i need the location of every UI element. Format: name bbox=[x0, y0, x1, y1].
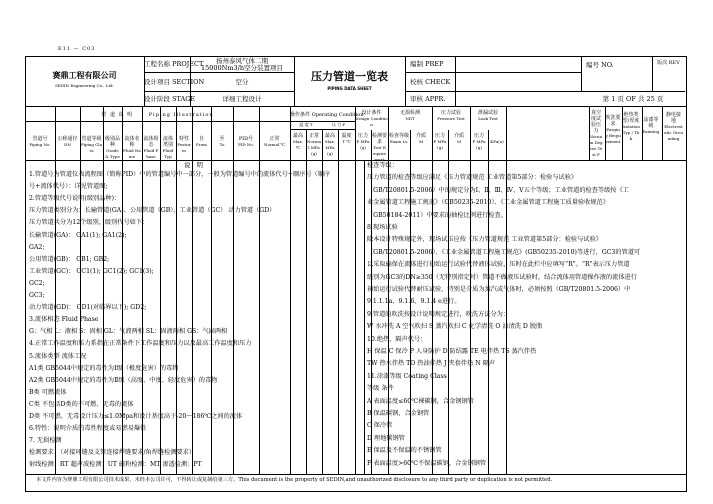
column-header bbox=[56, 136, 79, 148]
column-header bbox=[26, 136, 54, 148]
column-header bbox=[471, 133, 487, 151]
column-header bbox=[489, 133, 505, 145]
column-header bbox=[123, 136, 141, 160]
note-line: 5.流体类型 流体工况 bbox=[29, 352, 87, 360]
note-line: 射线检测：RT 超声波检测：UT 磁粉检测：MT 渗透检测：PT bbox=[29, 461, 202, 469]
ndt-heading: 无损检测 NDT bbox=[399, 110, 420, 121]
column-header-en: T ℃ bbox=[342, 139, 351, 144]
column-header-cn: 最高 bbox=[324, 133, 335, 139]
column-header-cn: 正常 bbox=[308, 133, 319, 139]
note-line: 检查等级： bbox=[367, 162, 398, 169]
column-header-en: P MPa(g) bbox=[356, 139, 370, 150]
note-line: 以采取确保在流体进行初始运行试验代替液体试验，压时在此栏中应填写“R”。“R”表示压力管道 bbox=[367, 261, 630, 269]
project-value-2: 15000Nm3/h空分装置项目 bbox=[200, 64, 284, 72]
column-divider bbox=[322, 129, 323, 474]
column-header-en: PID No. bbox=[238, 142, 254, 147]
pipe-desc-heading: 管 道 说 明 Piping Illustration bbox=[101, 112, 214, 118]
appr-label: 审核 APPR. bbox=[410, 95, 446, 103]
page-indicator: 第 1 页 OF 共 25 页 bbox=[602, 95, 664, 103]
note-line: 级别为GC3的DN≥350（无特别指定时）管道不做液压试验时，结合流体用管道操作液的流体进行 bbox=[367, 273, 637, 281]
note-line: 1.管道号为管道仪表流程图（简称PID）中的管道编号中一部分，一般为管道编号中的流体代号+顺序号（顺序 bbox=[29, 171, 331, 178]
note-line: 压力管道共分为12个级别，级别代号如下： bbox=[29, 219, 149, 227]
note-line: （GB/T20801.5-2006）、《工业金属管道工程施工规范》(GB50235-2010)等进行，GC3的管道可 bbox=[367, 248, 641, 256]
column-header bbox=[193, 136, 210, 148]
column-header-en: Fluid Name bbox=[123, 148, 141, 159]
column-header bbox=[449, 133, 469, 145]
column-header-en: Normal ℃ bbox=[263, 142, 286, 147]
footer-disclaimer: 本文件内容为赛鼎工程有限公司技术成果，未经本公司许可，不得转让或复制给第三方。This document is the property of SEDIN,and unauthorized disclosure to any third party or duplication is not permitted. bbox=[36, 477, 553, 483]
column-header bbox=[339, 133, 354, 145]
column-header bbox=[143, 136, 159, 160]
note-line: H 保温 C 保冷 P 人身防护 D 防结露 TE 电伴热 TS 蒸汽伴热 bbox=[367, 348, 537, 355]
column-header-cn: 管道等级 bbox=[81, 136, 102, 142]
op-cond-heading: 操作条件 Operating Condition bbox=[290, 112, 364, 118]
column-header-cn: 检测要求 bbox=[372, 133, 388, 145]
note-line: GC3; bbox=[29, 292, 45, 299]
note-line: 7. 无损检测 bbox=[29, 437, 62, 445]
note-line: GC2; bbox=[29, 279, 45, 287]
note-line: 动力管道(GD)： GD1(对临界以下); GD2; bbox=[29, 304, 147, 312]
column-header-en: From bbox=[196, 142, 207, 147]
column-header-en: Piping Class bbox=[81, 142, 102, 153]
column-header-cn: 检查等级 bbox=[389, 133, 410, 139]
column-header-cn: 介质 bbox=[453, 133, 464, 139]
column-divider bbox=[306, 129, 307, 474]
stage-value: 详细工程设计 bbox=[222, 95, 262, 103]
note-line: B 保温碳钢，合金钢管 bbox=[367, 410, 430, 417]
pressure-test-heading: 压力试验 Pressure Test bbox=[437, 110, 465, 121]
design-cond-heading: 设计条件 Design Condition bbox=[355, 110, 388, 127]
company-name: 赛鼎工程有限公司 bbox=[52, 71, 117, 80]
check-label: 校核 CHECK bbox=[410, 78, 451, 86]
note-line: TW 热水伴热 TO 热油伴热 J 夹套伴热 N 隔声 bbox=[367, 360, 495, 368]
note-line: 等级 条件 bbox=[367, 385, 394, 393]
column-header-cn: 级别品种 bbox=[104, 136, 120, 148]
column-header-en: Fluid Phase bbox=[143, 148, 159, 159]
column-header-cn: 至 bbox=[219, 136, 225, 142]
section-value: 空分 bbox=[235, 78, 249, 86]
column-header bbox=[433, 133, 447, 151]
column-header-cn: 压力 bbox=[473, 133, 484, 139]
column-header-cn: 温度 bbox=[341, 133, 352, 139]
note-line: 检测要求：（对接环缝及支管连接焊缝要求/角焊缝检测要求） bbox=[29, 449, 196, 457]
note-line: 除本设计特殊规定外，现场试压应按《压力管道规范 工业管道第5部分：检验与试验》 bbox=[367, 236, 602, 244]
column-header bbox=[161, 136, 175, 160]
column-header-en: P MPa(g) bbox=[433, 139, 447, 150]
column-header-cn: 自 bbox=[198, 136, 204, 142]
note-line: 长输管道(GA)： GA1(1); GA1(2); bbox=[29, 231, 127, 239]
column-header bbox=[104, 136, 121, 160]
temp-heading: 温 度 T bbox=[299, 122, 313, 127]
column-header-en: Normal MPa(g) bbox=[307, 139, 321, 156]
note-line: 10.绝热，隔声代号： bbox=[367, 335, 427, 343]
note-line: D类 不可燃、无毒设计压力≤1.0Mpa和设计基度高于-20～186℃之间的流体 bbox=[29, 413, 243, 420]
note-line: C 保冷管 bbox=[367, 422, 393, 430]
notes-title: 说 明 bbox=[183, 161, 206, 169]
note-line: C类 不包括D类的不可燃、无毒的流体 bbox=[29, 400, 134, 408]
note-line: A1类 GB5044中规定的毒性为Ⅰ级（极度危害）的毒物 bbox=[29, 364, 179, 372]
insulation-heading: 绝热类型/厚度 Isolation Typ / Thk bbox=[622, 112, 640, 141]
note-line: 9.管道的吹洗按设计说明规定进行，吹洗方法分为： bbox=[367, 310, 510, 318]
sheet-title-en: PIPING DATA SHEET bbox=[327, 86, 372, 91]
column-header bbox=[356, 133, 370, 151]
note-line: A2类 GB5044中规定的毒性为Ⅱ级（高度、中度、轻度危害）的毒物 bbox=[29, 376, 218, 384]
column-header-en: Test Requirement bbox=[372, 145, 387, 162]
column-header-en: KPa(a) bbox=[490, 139, 504, 144]
column-header-en: To bbox=[219, 142, 225, 147]
project-label: 工程名称 PROJECT bbox=[144, 60, 204, 68]
prep-label: 编制 PREP bbox=[410, 60, 444, 68]
note-line: 6.特性：说明介质的毒性程度或易燃易爆性 bbox=[29, 425, 147, 433]
column-header-en: Max. MPa(g) bbox=[324, 139, 335, 156]
column-header bbox=[212, 136, 232, 148]
purge-heading: 吹洗要求 Purging Requirement bbox=[605, 115, 621, 144]
column-header-en: M bbox=[418, 139, 424, 144]
note-line: 8.现场试验 bbox=[367, 224, 398, 231]
no-label: 编号 NO. bbox=[586, 61, 614, 69]
column-header bbox=[307, 133, 321, 157]
column-header bbox=[372, 133, 387, 163]
paint-heading: 涂漆等级 Painting bbox=[642, 117, 660, 134]
column-header-cn: 管道号 bbox=[32, 136, 48, 142]
column-header bbox=[411, 133, 431, 145]
column-header-cn: 介质 bbox=[415, 133, 426, 139]
note-line: 工业管道(GC)： GC1(1); GC1(2); GC1(3); bbox=[29, 267, 154, 275]
press-heading: 压 力 P bbox=[331, 122, 346, 127]
note-line: A 表面温度≤60℃裸碳钢，合金钢钢管 bbox=[367, 397, 474, 405]
section-label: 设计项目 SECTION bbox=[144, 78, 205, 86]
note-line: 2.管道等级代号说明(级别品种)： bbox=[29, 195, 121, 203]
note-line: 初始运行试验代替耐压试验，特别是介质为蒸汽或气体时，必须按照（GB/T20801.5-2006）中 bbox=[367, 286, 631, 293]
column-header-en: M bbox=[456, 139, 462, 144]
note-line: F 表面温度>60℃不保温碳钢，合金钢钢管 bbox=[367, 459, 487, 467]
column-header-cn: PID号 bbox=[238, 136, 254, 142]
column-header bbox=[323, 133, 337, 157]
note-line: 4.正常工作温度和压力系指在正常条件下工作温度和压力以及最高工作温度和压力 bbox=[29, 340, 252, 348]
column-header-cn: 最高 bbox=[292, 133, 303, 139]
note-line: 3.流体相态 Fluid Phase bbox=[29, 316, 99, 324]
note-line: G：气相 L：液相 S：固相 GL：气液两相 SL：固液两相 GS：气固两相 bbox=[29, 328, 228, 336]
rev-label: 版次 REV bbox=[657, 60, 680, 66]
static-heading: 静电接地 Electrostatic Grounding bbox=[664, 112, 683, 141]
column-header-en: Grade & Type bbox=[105, 148, 120, 159]
note-line: B类 可燃流体 bbox=[29, 388, 67, 396]
column-header bbox=[81, 136, 102, 154]
column-header-en: P MPa(g) bbox=[472, 139, 486, 150]
column-divider bbox=[338, 129, 339, 474]
project-value-1: 扬州泰风气体二期 bbox=[216, 57, 268, 65]
note-line: W 水冲洗 A 空气吹扫 S 蒸汽吹扫 C 化学清洗 O 油清洗 D 脱脂 bbox=[367, 323, 543, 331]
column-header-en: Features bbox=[177, 142, 191, 153]
column-header-cn: 流体类别 bbox=[162, 136, 173, 148]
note-line: 压力管道的检查等级应满足《压力管道规范 工业管道第5部分：检验与试验》 bbox=[367, 174, 578, 182]
leak-test-heading: 泄漏试验 Leak Test bbox=[477, 110, 498, 121]
stage-label: 设计阶段 STAGE bbox=[144, 95, 196, 103]
note-line: 压力管道类别分为：长输管道(GA)、公用管道（GB）、工业管道（GC） 动力管道（GD） bbox=[29, 207, 276, 215]
company-name-en: SEDIN Engineering Co., Ltd. bbox=[55, 83, 114, 88]
note-line: 号+流体代号）：详见管道图; bbox=[29, 183, 108, 191]
document-code: E11 — C03 bbox=[58, 46, 96, 52]
column-header-cn: 公称通径 bbox=[57, 136, 78, 142]
column-header-en: Max. ℃ bbox=[292, 139, 303, 150]
column-header-cn: 流体名称 bbox=[124, 136, 140, 148]
column-header bbox=[177, 136, 191, 154]
note-line: GA2; bbox=[29, 243, 45, 251]
column-header-cn: 压力 bbox=[357, 133, 368, 139]
column-divider bbox=[662, 107, 663, 161]
note-line: 11.涂漆等级 Coating Class bbox=[367, 372, 447, 380]
note-line: 公用管道(GB)： GB1; GB2; bbox=[29, 255, 110, 263]
column-header-en: Exam Lv. bbox=[389, 139, 409, 144]
column-header bbox=[260, 136, 289, 148]
note-line: 9.1.1.1a、9.1.6、9.1.4 e进行。 bbox=[367, 298, 461, 306]
column-header-cn: 特性 bbox=[178, 136, 189, 142]
note-line: （GB/T20801.5-2006）中的规定分为Ⅰ、Ⅱ、Ⅲ、Ⅳ、Ⅴ五个等级；工业管道的检查等级按《工 bbox=[367, 186, 629, 194]
note-line: 业金属管道工程施工规范》（GB50235-2010）、《工业金属管道工程施工质量验收规范》 bbox=[367, 199, 609, 207]
note-line: （GB50184-2011）中要求的抽检比例进行检查。 bbox=[367, 211, 507, 219]
column-header bbox=[389, 133, 409, 145]
column-header bbox=[234, 136, 258, 148]
column-header-cn: 正常 bbox=[269, 136, 280, 142]
column-header-en: Fluid Typ bbox=[162, 148, 174, 159]
note-line: E 保温及不保温的不锈钢管 bbox=[367, 447, 442, 455]
column-header-cn: 流体相态 bbox=[143, 136, 159, 148]
column-header-en: DN bbox=[64, 142, 71, 147]
column-header bbox=[291, 133, 305, 151]
column-header-cn: 压力 bbox=[434, 133, 445, 139]
vacuum-heading: 真空度试验压力 Vacuum Degree Test P bbox=[589, 110, 603, 157]
sheet-title: 压力管道一览表 bbox=[311, 70, 388, 83]
note-line: D 埋地碳钢管 bbox=[367, 434, 405, 442]
column-header-en: Piping No. bbox=[29, 142, 51, 147]
